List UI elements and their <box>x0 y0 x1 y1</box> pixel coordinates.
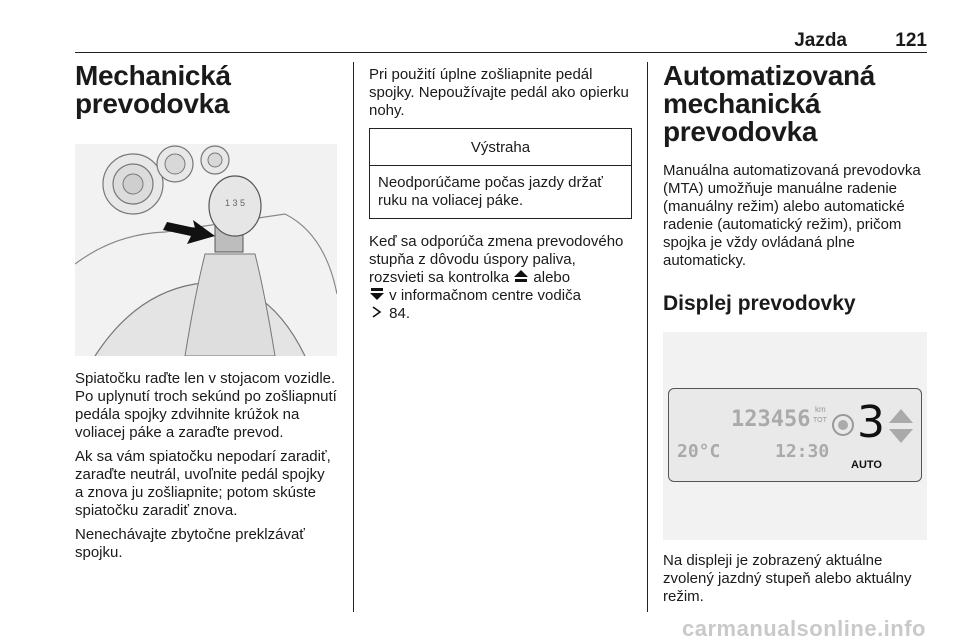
heading-mechanical <box>75 62 337 118</box>
odometer-readout: 123456 <box>731 407 811 432</box>
paragraph-reverse: Spiatočku raďte len v stojacom vozidle. Po uplynutí troch sekúnd po zošliapnutí pedála spojky zdvihnite krúžok na voliacej páke a zaraďte prevod. <box>75 370 337 441</box>
shift-down-icon <box>369 287 385 301</box>
heading-line: mechanická <box>663 88 821 119</box>
mode-indicator: AUTO <box>851 459 882 471</box>
clock-readout: 12:30 <box>775 441 830 462</box>
paragraph-reverse-retry: Ak sa vám spiatočku nepodarí zaradiť, zaraďte neutrál, uvoľnite pedál spojky a znova ju zošliapnite; potom skúste spiatočku zaradiť znova. <box>75 448 331 519</box>
heading-line: Automatizovaná <box>663 60 876 91</box>
heading-display: Displej prevodovky <box>663 292 856 315</box>
display-panel <box>668 388 922 482</box>
svg-text:1 3 5: 1 3 5 <box>225 198 246 208</box>
gear-lever-drawing <box>75 144 337 356</box>
odometer-mode: TOT <box>813 417 827 424</box>
paragraph-clutch-use: Pri použití úplne zošliapnite pedál spojky. Nepoužívajte pedál ako opierku nohy. <box>369 66 629 119</box>
heading-line: Mechanická <box>75 60 231 91</box>
page-header <box>75 30 927 52</box>
heading-line: prevodovka <box>75 88 230 119</box>
gear-lever-illustration <box>75 144 337 356</box>
shift-arrows-icon <box>887 407 915 447</box>
gear-status-icon <box>831 413 855 437</box>
column-divider-2 <box>647 62 648 612</box>
paragraph-shift-indicator <box>369 233 632 323</box>
text-run: v informačnom centre vodiča <box>389 287 581 304</box>
transmission-display-illustration <box>663 332 927 540</box>
page-reference: 84. <box>389 305 411 322</box>
watermark: carmanualsonline.info <box>682 616 926 641</box>
heading-automated <box>663 62 927 146</box>
page-reference-icon <box>369 305 385 319</box>
section-title: Jazda <box>794 30 847 51</box>
warning-title: Výstraha <box>370 129 631 166</box>
warning-box <box>369 128 632 219</box>
gear-indicator: 3 <box>857 397 885 448</box>
heading-line: prevodovka <box>663 116 818 147</box>
odometer-unit: km <box>815 405 826 414</box>
column-automated <box>663 62 927 606</box>
page-number: 121 <box>895 30 927 51</box>
header-divider <box>75 52 927 53</box>
column-clutch-notes <box>369 62 632 323</box>
temperature-readout: 20°C <box>677 441 721 462</box>
paragraph-clutch: Nenechávajte zbytočne preklzávať spojku. <box>75 526 305 561</box>
warning-text: Neodporúčame počas jazdy držať ruku na voliacej páke. <box>378 174 603 209</box>
column-mechanical <box>75 62 337 562</box>
column-divider-1 <box>353 62 354 612</box>
paragraph-mta: Manuálna automatizovaná prevodovka (MTA) umožňuje manuálne radenie (manuálny režim) alebo automatické radenie (automatický režim), pričom spojka je vždy ovládaná plne automaticky. <box>663 162 921 269</box>
text-run: alebo <box>533 269 571 286</box>
paragraph-display: Na displeji je zobrazený aktuálne zvolený jazdný stupeň alebo aktuálny režim. <box>663 552 912 605</box>
shift-up-icon <box>513 269 529 283</box>
text-run: Keď sa odporúča zmena prevodového stupňa z dôvodu úspory paliva, rozsvieti sa kontrolka <box>369 233 624 286</box>
